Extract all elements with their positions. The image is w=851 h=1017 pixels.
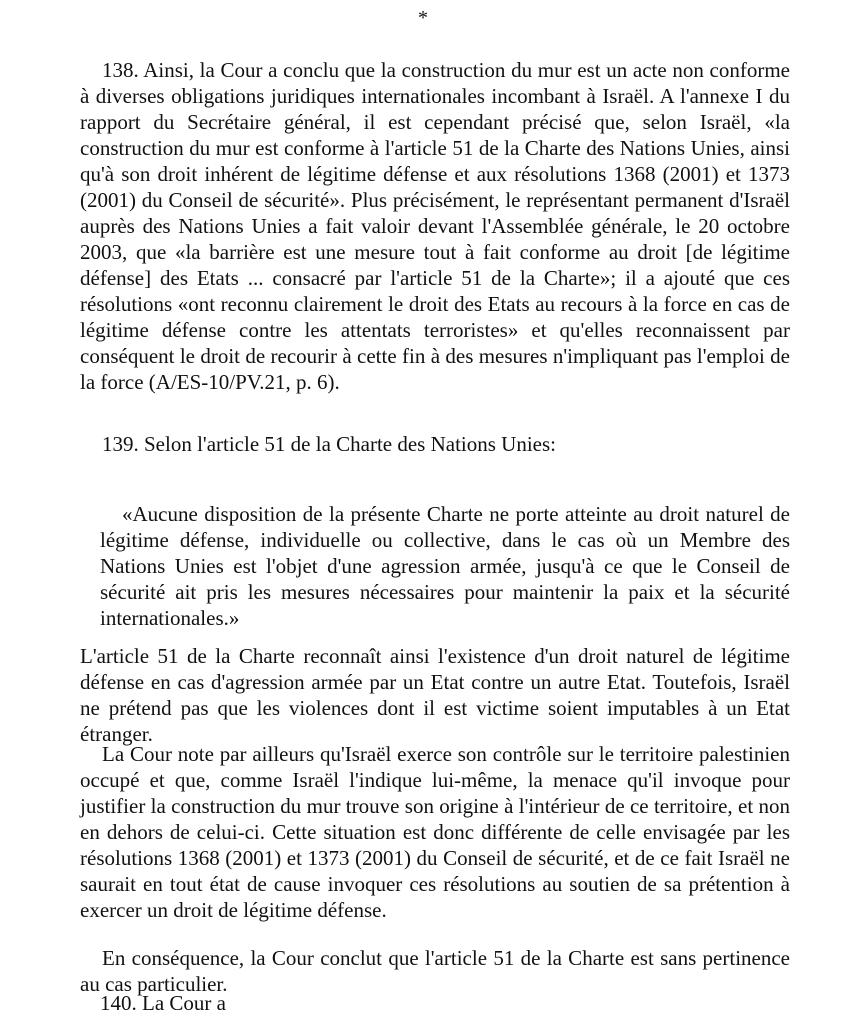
quotation-text: «Aucune disposition de la présente Charte ne porte atteinte au droit naturel de légitime défense, individuelle ou collective, dans le cas où un Membre des Nations Unies est l'objet d'une agression armée, jusqu'à ce que le Conseil de sécurité ait pris les mesures nécessaires pour maintenir la paix et la sécurité internationales.» (100, 502, 790, 630)
cut-off-next-line (100, 991, 280, 1015)
cut-off-text: 140. La Cour a (100, 991, 226, 1015)
paragraph-138: 138. Ainsi, la Cour a conclu que la construction du mur est un acte non conforme à diverses obligations juridiques internationales incombant à Israël. A l'annexe I du rapport du Secrétaire général, il est cependant précisé que, selon Israël, «la construction du mur est conforme à l'article 51 de la Charte des Nations Unies, ainsi qu'à son droit inhérent de légitime défense et aux résolutions 1368 (2001) et 1373 (2001) du Conseil de sécurité». Plus précisément, le représentant permanent d'Israël auprès des Nations Unies a fait valoir devant l'Assemblée générale, le 20 octobre 2003, que «la barrière est une mesure tout à fait conforme au droit [de légitime défense] des Etats ... consacré par l'article 51 de la Charte»; il a ajouté que ces résolutions «ont reconnu clairement le droit des Etats au recours à la force en cas de légitime défense contre les attentats terroristes» et qu'elles reconnaissent par conséquent le droit de recourir à cette fin à des mesures n'impliquant pas l'emploi de la force (A/ES-10/PV.21, p. 6). (80, 58, 790, 394)
article-51-quotation (100, 501, 790, 631)
paragraph-court-notes: La Cour note par ailleurs qu'Israël exerce son contrôle sur le territoire palestinien occupé et que, comme Israël l'indique lui-même, la menace qu'il invoque pour justifier la construction du mur trouve son origine à l'intérieur de ce territoire, et non en dehors de celui-ci. Cette situation est donc différente de celle envisagée par les résolutions 1368 (2001) et 1373 (2001) du Conseil de sécurité, et de ce fait Israël ne saurait en tout état de cause invoquer ces résolutions au soutien de sa prétention à exercer un droit de légitime défense. (80, 742, 790, 922)
paragraph-139: 139. Selon l'article 51 de la Charte des Nations Unies: (102, 432, 557, 456)
paragraph-article-51-analysis: L'article 51 de la Charte reconnaît ainsi l'existence d'un droit naturel de légitime défense en cas d'agression armée par un Etat contre un autre Etat. Toutefois, Israël ne prétend pas que les violences dont il est victime soient imputables à un Etat étranger. (80, 644, 790, 746)
paragraph-conclusion: En conséquence, la Cour conclut que l'article 51 de la Charte est sans pertinence au cas particulier. (80, 946, 790, 996)
page-header-asterisk: * (418, 7, 428, 29)
